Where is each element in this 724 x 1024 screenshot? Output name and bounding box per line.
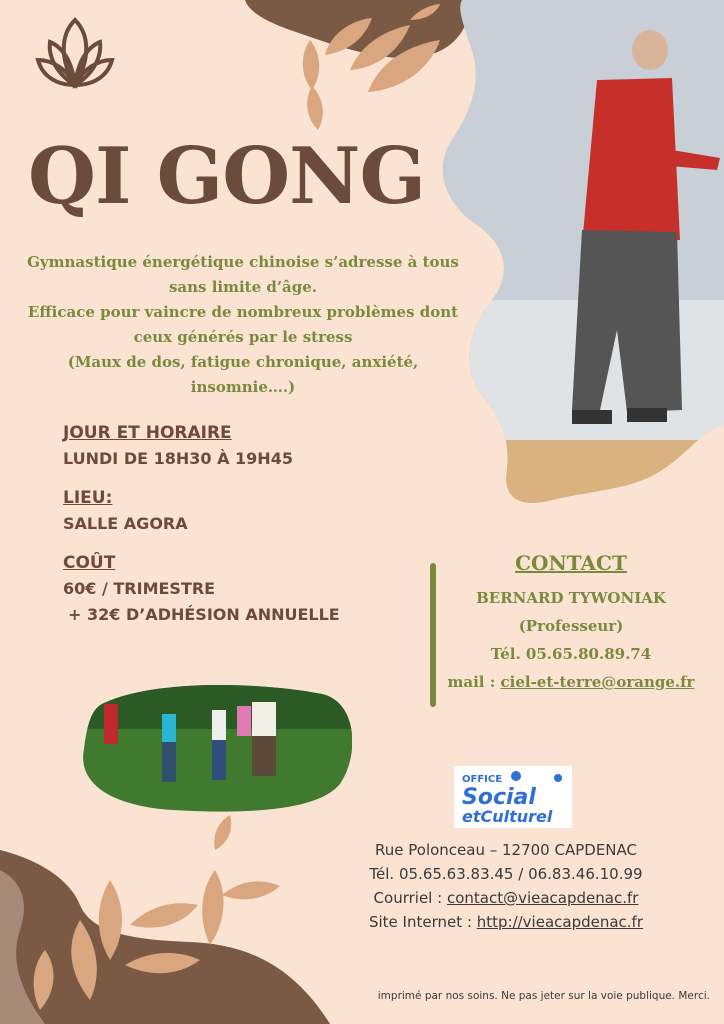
contact-block — [436, 548, 706, 696]
place-block — [63, 485, 188, 537]
contact-phone: Tél. 05.65.80.89.74 — [490, 645, 652, 663]
address-block — [320, 838, 692, 934]
schedule-block — [63, 420, 293, 472]
address-site-link[interactable]: http://vieacapdenac.fr — [476, 913, 644, 931]
intro-line: insomnie….) — [190, 378, 296, 396]
cost-block — [63, 550, 340, 628]
intro-line: (Maux de dos, fatigue chronique, anxiété, — [67, 353, 419, 371]
intro-line: sans limite d’âge. — [168, 278, 318, 296]
address-mail-link[interactable]: contact@vieacapdenac.fr — [446, 889, 639, 907]
contact-heading: CONTACT — [515, 551, 627, 575]
address-mail-label: Courriel : — [373, 889, 443, 907]
schedule-value: LUNDI DE 18H30 À 19H45 — [63, 449, 293, 468]
cost-heading: COÛT — [63, 553, 116, 573]
logo-word-social: Social — [462, 785, 536, 810]
cost-line-1: 60€ / TRIMESTRE — [63, 579, 216, 598]
office-social-culturel-logo — [454, 766, 572, 828]
contact-role: (Professeur) — [518, 617, 624, 635]
intro-line: Gymnastique énergétique chinoise s’adresse à tous — [27, 253, 459, 271]
address-site-label: Site Internet : — [368, 913, 472, 931]
contact-mail-row — [436, 668, 706, 696]
logo-word-office: OFFICE — [462, 774, 503, 785]
page-title: QI GONG — [28, 131, 426, 222]
contact-mail-link[interactable]: ciel-et-terre@orange.fr — [500, 673, 695, 691]
contact-mail-label: mail : — [447, 673, 496, 691]
address-street: Rue Polonceau – 12700 CAPDENAC — [375, 841, 637, 859]
place-heading: LIEU: — [63, 488, 113, 508]
address-phones: Tél. 05.65.63.83.45 / 06.83.46.10.99 — [369, 865, 643, 883]
logo-word-culturel: etCulturel — [462, 807, 553, 826]
lotus-logo-icon — [38, 20, 112, 85]
place-value: SALLE AGORA — [63, 514, 188, 533]
contact-name: BERNARD TYWONIAK — [476, 589, 666, 607]
cost-line-2: + 32€ D’ADHÉSION ANNUELLE — [68, 605, 340, 624]
photo-teacher — [432, 0, 724, 520]
photo-group-class — [82, 684, 352, 812]
footer-note: imprimé par nos soins. Ne pas jeter sur la voie publique. Merci. — [377, 990, 710, 1002]
intro-text — [18, 250, 468, 400]
intro-line: ceux générés par le stress — [133, 328, 353, 346]
intro-line: Efficace pour vaincre de nombreux problèmes dont — [27, 303, 459, 321]
schedule-heading: JOUR ET HORAIRE — [63, 423, 232, 443]
address-site-row — [320, 910, 692, 934]
address-mail-row — [320, 886, 692, 910]
